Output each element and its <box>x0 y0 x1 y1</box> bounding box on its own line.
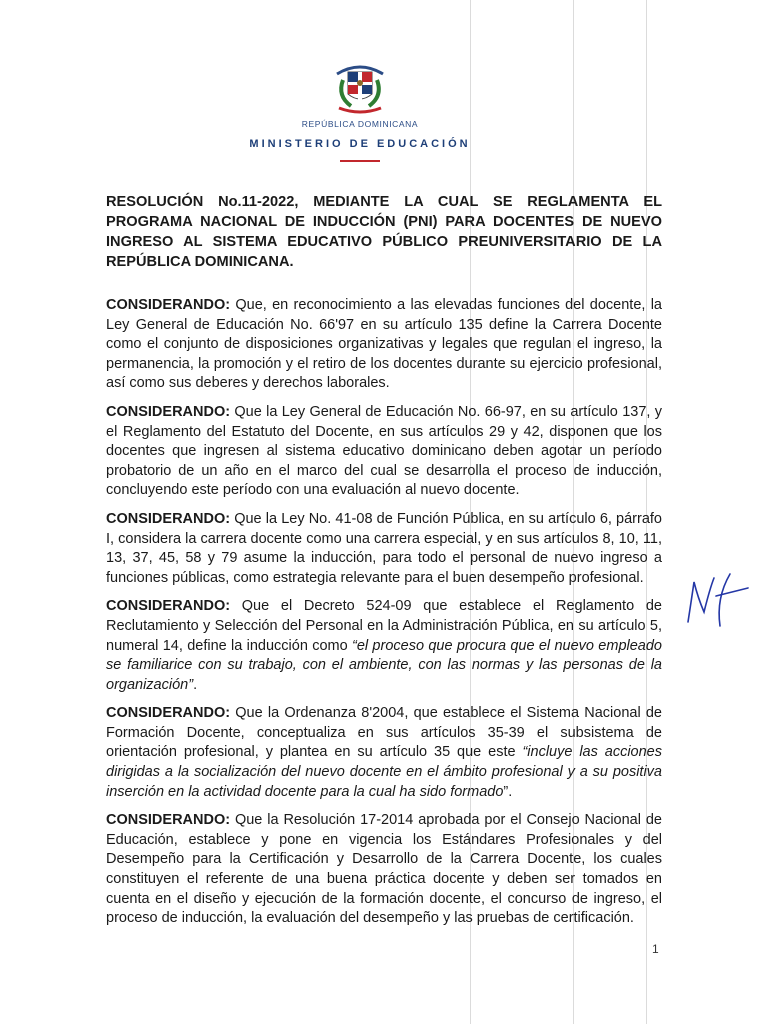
considerando-label: CONSIDERANDO: <box>106 403 231 420</box>
republic-name: REPÚBLICA DOMINICANA <box>301 119 419 129</box>
header-divider <box>340 160 380 162</box>
considerando-tail: . <box>193 676 198 693</box>
considerando-label: CONSIDERANDO: <box>106 598 231 615</box>
resolution-title: RESOLUCIÓN No.11-2022, MEDIANTE LA CUAL SE REGLAMENTA EL PROGRAMA NACIONAL DE INDUCCIÓN (PNI) PARA DOCENTES DE NUEVO INGRESO AL SISTEMA EDUCATIVO PÚBLICO PREUNIVERSITARIO DE LA REPÚBLICA DOMINICANA. <box>106 194 662 270</box>
considerando-label: CONSIDERANDO: <box>106 510 231 527</box>
considerando-paragraph <box>106 510 662 588</box>
considerando-text: Que, en reconocimiento a las elevadas funciones del docente, la Ley General de Educación No. 66'97 en su artículo 135 define la Carrera Docente como el conjunto de disposiciones organizativas y legales que regulan el ingreso, la permanencia, la promoción y el retiro de los docentes durante su ejercicio profesional, así como sus deberes y derechos laborales. <box>106 297 662 392</box>
considerando-text: Que la Ordenanza 8'2004, que establece el Sistema Nacional de Formación Docente, conceptualiza en sus artículos 35-39 el subsistema de orientación profesional, y plantea en su artículo 35 que este <box>106 705 662 761</box>
considerando-text: Que la Ley General de Educación No. 66-97, en su artículo 137, y el Reglamento del Estatuto del Docente, en sus artículos 29 y 42, disponen que los docentes que ingresen al sistema educativo dominicano deben agotar un período probatorio de un año en el marco del cual se desarrolla el proceso de inducción, concluyendo este período con una evaluación al nuevo docente. <box>106 403 662 499</box>
handwritten-initials-signature <box>676 568 756 632</box>
coat-of-arms-icon <box>331 58 389 118</box>
considerando-text: Que el Decreto 524-09 que establece el Reglamento de Reclutamiento y Selección del Personal en la Administración Pública, en su artículo 5, numeral 14, define la inducción como <box>106 598 662 654</box>
ministry-name: MINISTERIO DE EDUCACIÓN <box>249 138 471 150</box>
considerando-paragraph <box>106 296 662 394</box>
considerando-label: CONSIDERANDO: <box>106 812 231 829</box>
considerando-quote: “incluye las acciones dirigidas a la socialización del nuevo docente en el ámbito profesional y a su positiva inserción en la actividad docente para la cual ha sido formado <box>106 744 662 800</box>
considerando-quote: “el proceso que procura que el nuevo empleado se familiarice con su trabajo, con el ambiente, con las normas y las personas de la organización” <box>106 637 662 693</box>
considerando-paragraph <box>106 704 662 802</box>
page-number: 1 <box>652 942 659 956</box>
considerando-label: CONSIDERANDO: <box>106 297 231 313</box>
considerando-tail: ”. <box>503 783 513 800</box>
considerando-paragraph <box>106 597 662 695</box>
considerando-paragraph <box>106 811 662 929</box>
considerando-text: Que la Resolución 17-2014 aprobada por el Consejo Nacional de Educación, establece y pone en vigencia los Estándares Profesionales y del Desempeño para la Certificación y Desarrollo de la Carrera Docente, los cuales constituyen el referente de una buena práctica docente y deben ser tomados en cuenta en el diseño y ejecución de la formación docente, el concurso de ingreso, el proceso de inducción, la evaluación del desempeño y las pruebas de certificación. <box>106 812 662 927</box>
considerandos <box>106 296 662 938</box>
considerando-label: CONSIDERANDO: <box>106 705 231 722</box>
considerando-text: Que la Ley No. 41-08 de Función Pública, en su artículo 6, párrafo I, considera la carrera docente como una carrera especial, y en sus artículos 8, 10, 11, 13, 37, 45, 58 y 79 asume la inducción, para todo el personal de nuevo ingreso a funciones públicas, como estrategia relevante para el buen desempeño profesional. <box>106 510 662 586</box>
considerando-paragraph <box>106 403 662 501</box>
